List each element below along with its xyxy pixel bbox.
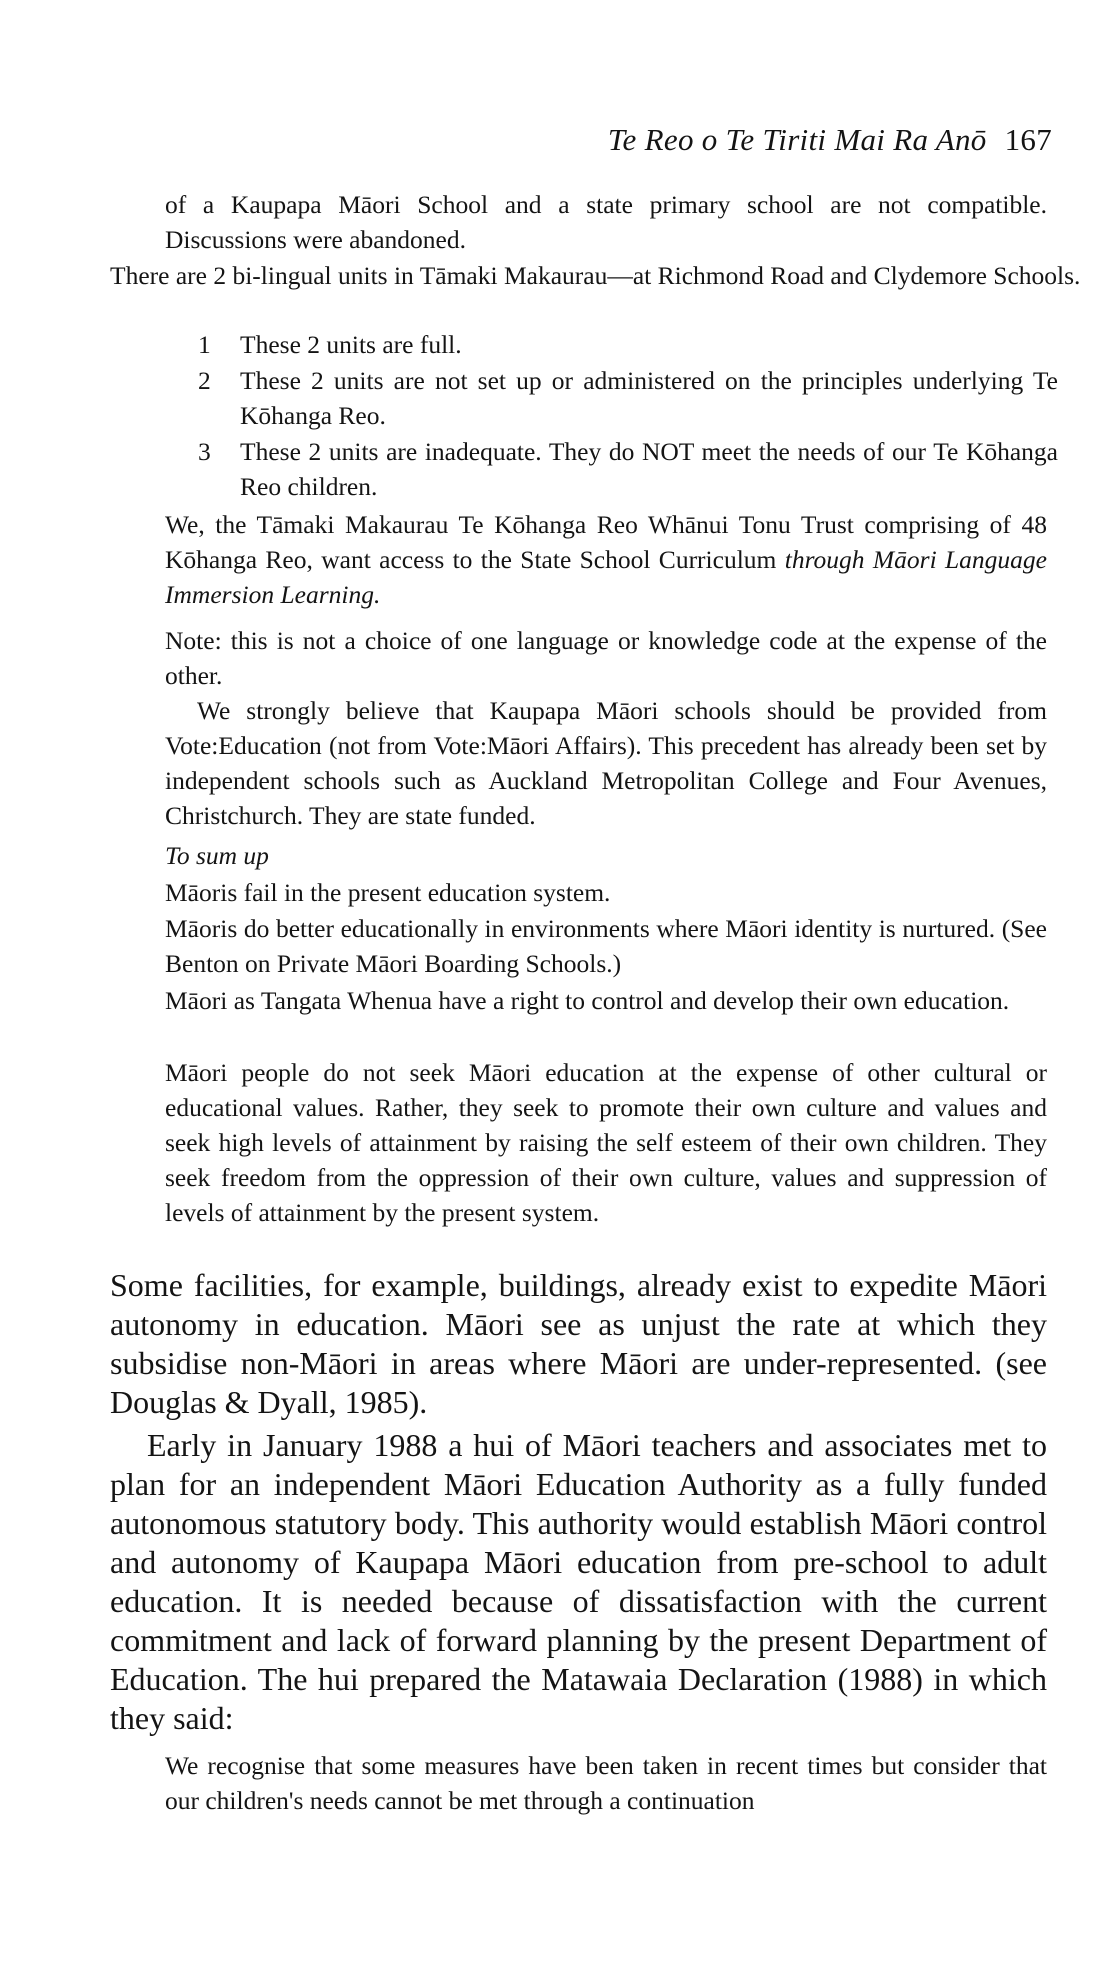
sum-up-point-4: Māori people do not seek Māori education at the expense of other cultural or educational values. Rather, they seek to promote their own culture and values and seek high levels of attainment by raising the self esteem of their own children. They seek freedom from the oppression of their own culture, values and suppression of levels of attainment by the present system. <box>165 1058 1047 1227</box>
sum-up-point-2: Māoris do better educationally in environments where Māori identity is nurtured. (See Benton on Private Māori Boarding Schools.) <box>165 914 1047 978</box>
list-item-text: These 2 units are inadequate. They do NOT meet the needs of our Te Kōhanga Reo children. <box>240 437 1058 501</box>
quoted-paragraph-2: There are 2 bi-lingual units in Tāmaki Makaurau—at Richmond Road and Clydemore Schools. <box>110 261 1081 290</box>
running-head <box>608 122 1052 158</box>
quoted-paragraph-5: We strongly believe that Kaupapa Māori schools should be provided from Vote:Education (not from Vote:Māori Affairs). This precedent has already been set by independent schools such as Auckland Metropolitan College and Four Avenues, Christchurch. They are state funded. <box>165 696 1047 830</box>
list-item-text: These 2 units are full. <box>240 330 462 359</box>
list-item-number: 3 <box>198 437 211 466</box>
page-number: 167 <box>1004 122 1052 157</box>
list-item-number: 1 <box>198 330 211 359</box>
sum-up-heading: To sum up <box>165 841 269 870</box>
note-paragraph: Note: this is not a choice of one language or knowledge code at the expense of the other. <box>165 626 1047 690</box>
quoted-paragraph-3-italic: through Māori Language Immersion Learning. <box>165 545 1047 609</box>
quoted-paragraph-3-text: We, the Tāmaki Makaurau Te Kōhanga Reo Whānui Tonu Trust comprising of 48 Kōhanga Reo, want access to the State School Curriculum <box>165 510 1047 574</box>
sum-up-point-3: Māori as Tangata Whenua have a right to control and develop their own education. <box>165 986 1010 1015</box>
running-title: Te Reo o Te Tiriti Mai Ra Anō <box>607 122 987 157</box>
quoted-paragraph-1: of a Kaupapa Māori School and a state primary school are not compatible. Discussions were abandoned. <box>165 190 1047 254</box>
body-paragraph-2: Early in January 1988 a hui of Māori teachers and associates met to plan for an independent Māori Education Authority as a fully funded autonomous statutory body. This authority would establish Māori control and autonomy of Kaupapa Māori education from pre-school to adult education. It is needed because of dissatisfaction with the current commitment and lack of forward planning by the present Department of Education. The hui prepared the Matawaia Declaration (1988) in which they said: <box>110 1427 1047 1736</box>
body-paragraph-1: Some facilities, for example, buildings, already exist to expedite Māori autonomy in education. Māori see as unjust the rate at which they subsidise non-Māori in areas where Māori are under-represented. (see Douglas & Dyall, 1985). <box>110 1267 1047 1420</box>
list-item-number: 2 <box>198 366 211 395</box>
list-item-text: These 2 units are not set up or administered on the principles underlying Te Kōhanga Reo. <box>240 366 1058 430</box>
quoted-paragraph-final: We recognise that some measures have been taken in recent times but consider that our children's needs cannot be met through a continuation <box>165 1751 1047 1815</box>
sum-up-point-1: Māoris fail in the present education system. <box>165 878 611 907</box>
quoted-paragraph-3 <box>165 507 1047 612</box>
